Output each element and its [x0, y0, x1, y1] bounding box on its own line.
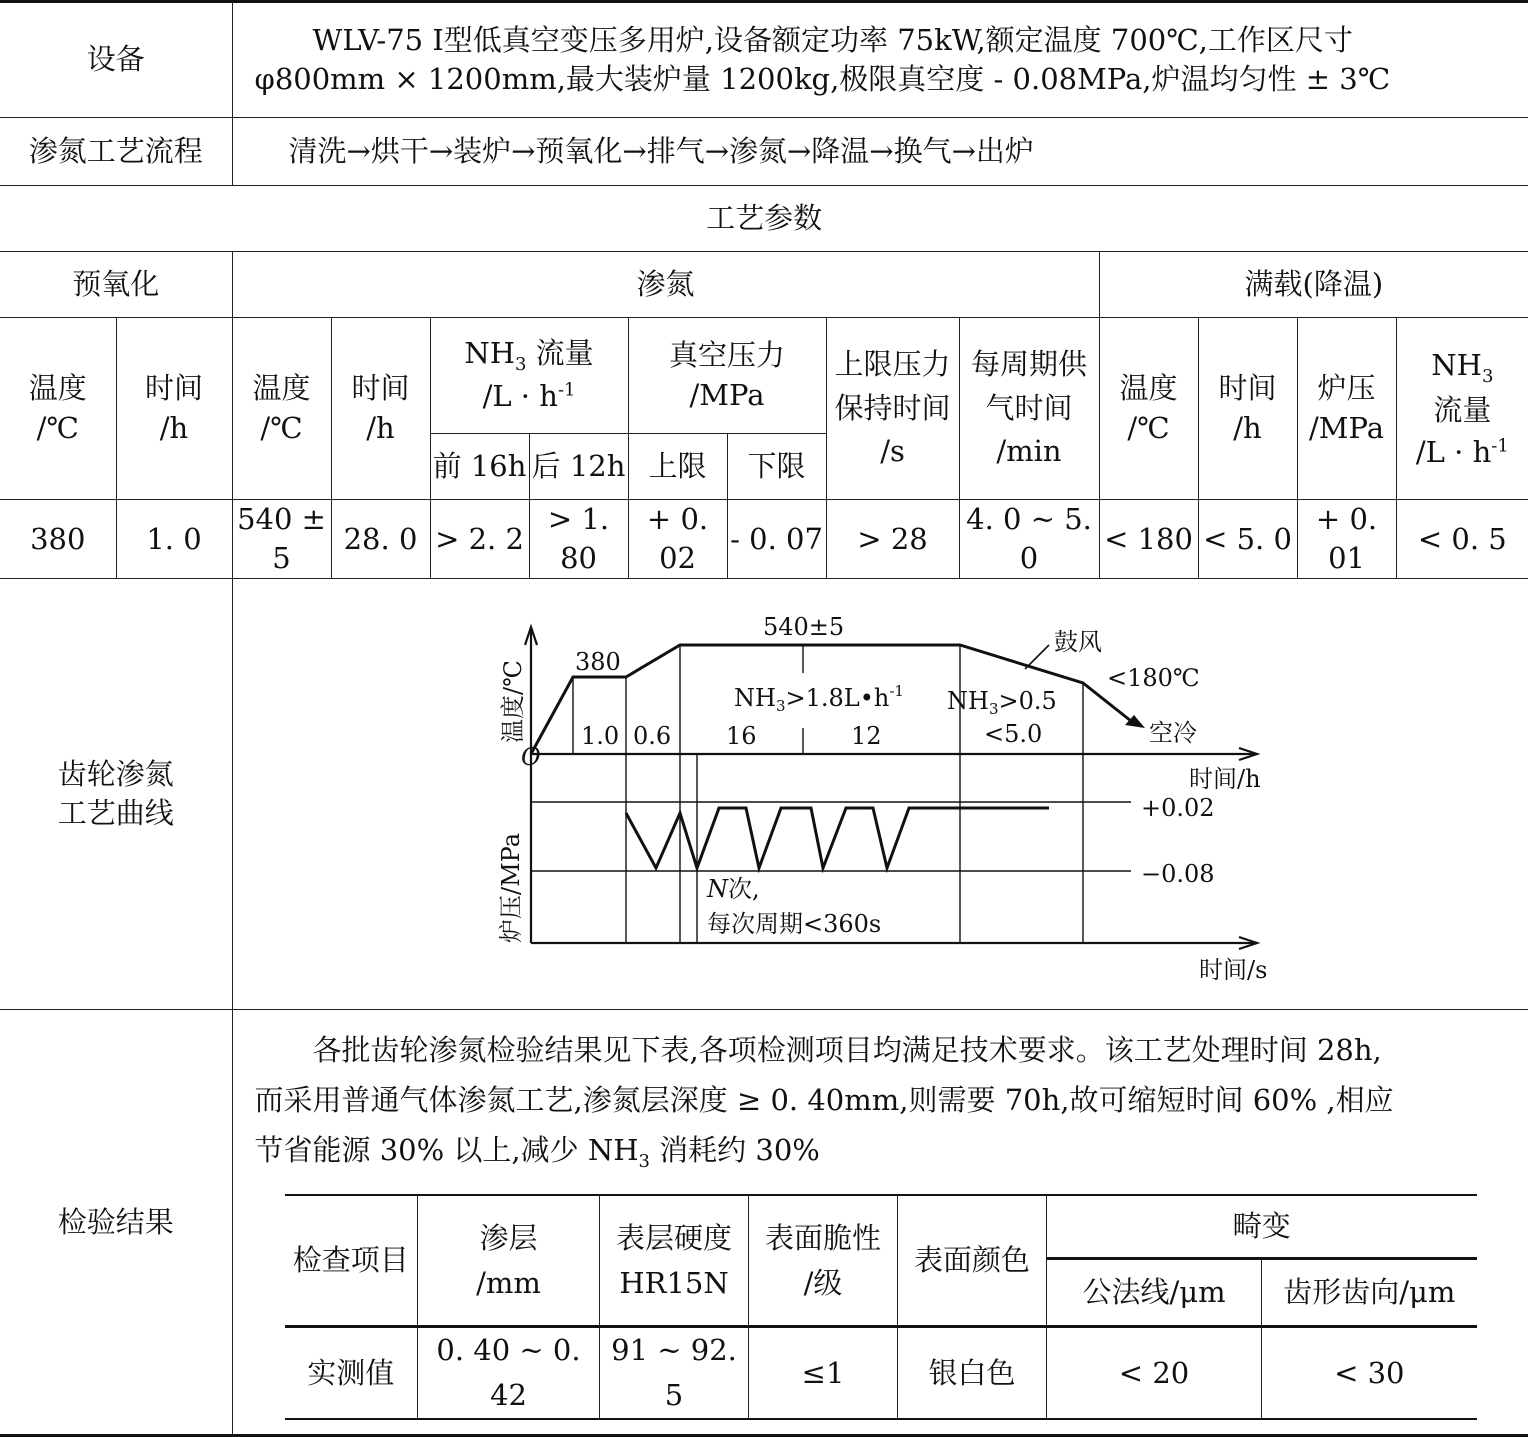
- label-nh3-05: $NH_3>0.5$: [946, 687, 1057, 719]
- label-seg-16: 16: [725, 722, 757, 751]
- inspection-label: 检验结果: [0, 1010, 232, 1436]
- measured-value: < 20: [1047, 1327, 1262, 1419]
- inspection-content: [232, 1010, 1528, 1436]
- inspection-results-table: [285, 1194, 1477, 1420]
- header-vacuum-pressure: 真空压力 /MPa: [628, 318, 826, 434]
- process-curve-diagram: [233, 579, 1528, 1009]
- label-p-hi: +0.02: [1140, 794, 1215, 823]
- value-cell: < 180: [1099, 500, 1198, 579]
- measured-value: ≤1: [749, 1327, 898, 1419]
- label-p-lo: −0.08: [1140, 860, 1215, 889]
- blower-leader: [1025, 645, 1049, 669]
- measured-label: 实测值: [285, 1327, 418, 1419]
- header-hold-time: 上限压力 保持时间 /s: [826, 318, 959, 500]
- header-back-12h: 后 12h: [529, 434, 628, 500]
- header-nit-time: 时间 /h: [331, 318, 430, 500]
- header-nh3-flow: $NH_3$ 流量 $/L \cdot h^{-1}$: [430, 318, 628, 434]
- value-cell: 540 ± 5: [232, 500, 331, 579]
- header-preox-temp: 温度 /℃: [0, 318, 116, 500]
- group-nitriding: 渗氮: [232, 252, 1099, 318]
- group-full-load: 满载(降温): [1099, 252, 1528, 318]
- curve-label: 齿轮渗氮 工艺曲线: [0, 579, 232, 1010]
- group-preoxidation: 预氧化: [0, 252, 232, 318]
- pressure-curve: [626, 808, 1049, 868]
- label-pressure-axis: 炉压/MPa: [496, 833, 525, 944]
- header-preox-time: 时间 /h: [116, 318, 232, 500]
- measured-value: 91 ~ 92. 5: [600, 1327, 749, 1419]
- value-cell: > 28: [826, 500, 959, 579]
- label-n-cycles: N次,: [706, 875, 760, 904]
- header-upper: 上限: [628, 434, 727, 500]
- label-380: 380: [574, 648, 621, 677]
- value-cell: + 0. 02: [628, 500, 727, 579]
- value-cell: 1. 0: [116, 500, 232, 579]
- label-seg-1.0: 1.0: [580, 722, 619, 751]
- measured-value: 银白色: [898, 1327, 1047, 1419]
- value-cell: 28. 0: [331, 500, 430, 579]
- label-lt5: <5.0: [983, 720, 1042, 749]
- header-fl-time: 时间 /h: [1198, 318, 1297, 500]
- label-time-s: 时间/s: [1198, 956, 1267, 985]
- header-fl-temp: 温度 /℃: [1099, 318, 1198, 500]
- process-flow-label: 渗氮工艺流程: [0, 118, 232, 186]
- label-origin: O: [520, 743, 541, 772]
- inspection-para-line-1: 各批齿轮渗氮检验结果见下表,各项检测项目均满足技术要求。该工艺处理时间 28h,: [312, 1033, 1382, 1068]
- header-lower: 下限: [727, 434, 826, 500]
- label-temp-axis: 温度/℃: [498, 660, 527, 744]
- header-hardness: 表层硬度 HR15N: [600, 1195, 749, 1327]
- value-cell: > 2. 2: [430, 500, 529, 579]
- header-nit-temp: 温度 /℃: [232, 318, 331, 500]
- header-check-item: 检查项目: [285, 1195, 418, 1327]
- value-cell: 4. 0 ~ 5. 0: [959, 500, 1099, 579]
- label-seg-12: 12: [850, 722, 882, 751]
- label-aircool: 空冷: [1148, 719, 1197, 748]
- value-cell: 380: [0, 500, 116, 579]
- header-normal-line: 公法线/μm: [1047, 1259, 1262, 1327]
- equipment-label: 设备: [0, 2, 232, 118]
- process-curve-cell: [232, 579, 1528, 1010]
- header-front-16h: 前 16h: [430, 434, 529, 500]
- value-cell: > 1. 80: [529, 500, 628, 579]
- label-time-h: 时间/h: [1188, 765, 1261, 794]
- params-title: 工艺参数: [0, 186, 1528, 252]
- header-brittleness: 表面脆性 /级: [749, 1195, 898, 1327]
- inspection-para-line-2: 而采用普通气体渗氮工艺,渗氮层深度 ≥ 0. 40mm,则需要 70h,故可缩短时间 60% ,相应: [254, 1083, 1394, 1118]
- label-lt180: <180℃: [1106, 664, 1200, 693]
- process-flow-text: 清洗→烘干→装炉→预氧化→排气→渗氮→降温→换气→出炉: [232, 118, 1528, 186]
- value-cell: < 5. 0: [1198, 500, 1297, 579]
- equipment-line-1: WLV-75 Ⅰ型低真空变压多用炉,设备额定功率 75kW,额定温度 700℃,工作区尺寸: [312, 22, 1353, 57]
- inspection-para-line-3: 节省能源 30% 以上,减少 $NH_3$ 消耗约 30%: [254, 1133, 820, 1172]
- value-cell: - 0. 07: [727, 500, 826, 579]
- value-cell: < 0. 5: [1396, 500, 1528, 579]
- label-seg-0.6: 0.6: [632, 722, 671, 751]
- header-color: 表面颜色: [898, 1195, 1047, 1327]
- value-cell: + 0. 01: [1297, 500, 1396, 579]
- header-tooth-profile: 齿形齿向/μm: [1262, 1259, 1477, 1327]
- measured-value: < 30: [1262, 1327, 1477, 1419]
- label-cycle-period: 每次周期<360s: [706, 910, 881, 939]
- label-540: 540±5: [762, 613, 844, 642]
- measured-value: 0. 40 ~ 0. 42: [418, 1327, 600, 1419]
- header-supply-time: 每周期供 气时间 /min: [959, 318, 1099, 500]
- label-nh3-18: $NH_3>1.8L•h^{-1}$: [733, 682, 904, 716]
- header-fl-nh3: $NH_3$ 流量 $/L \cdot h^{-1}$: [1396, 318, 1528, 500]
- header-distortion: 畸变: [1047, 1195, 1477, 1259]
- equipment-line-2: φ800mm × 1200mm,最大装炉量 1200kg,极限真空度 - 0.08MPa,炉温均匀性 ± 3℃: [254, 62, 1391, 96]
- header-layer: 渗层 /mm: [418, 1195, 600, 1327]
- label-blower: 鼓风: [1053, 628, 1102, 657]
- equipment-description: [232, 2, 1528, 118]
- header-fl-pressure: 炉压 /MPa: [1297, 318, 1396, 500]
